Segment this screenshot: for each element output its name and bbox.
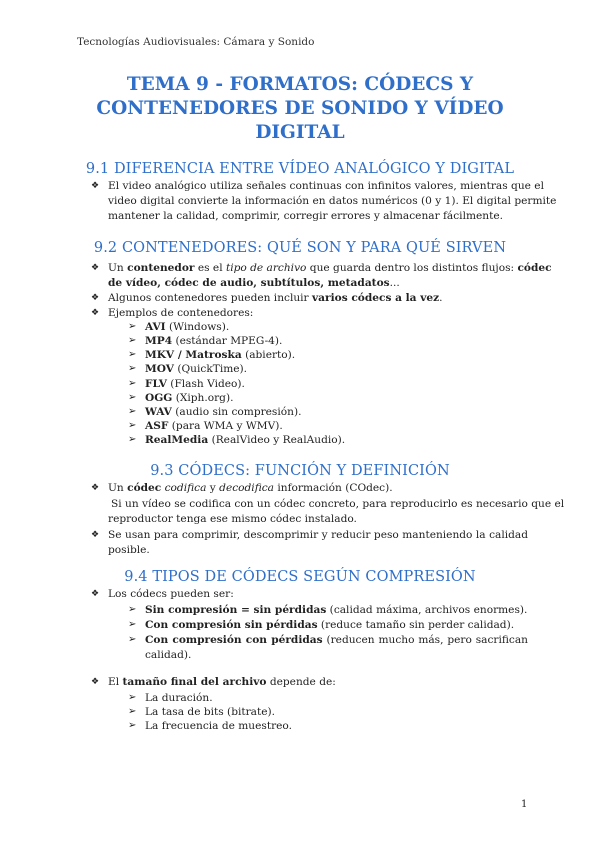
arrow-bullet-icon: ➢	[128, 406, 137, 417]
list-item: RealMedia (RealVideo y RealAudio).	[145, 434, 346, 446]
paragraph-line: Si un vídeo se codifica con un códec concreto, para reproducirlo es necesario que el	[111, 498, 565, 510]
list-item: La duración.	[145, 692, 213, 704]
list-item: MP4 (estándar MPEG-4).	[145, 335, 283, 347]
arrow-bullet-icon: ➢	[128, 392, 137, 403]
list-item: Con compresión sin pérdidas (reduce tamaño sin perder calidad).	[145, 619, 515, 631]
bullet-diamond-icon: ❖	[91, 677, 100, 687]
section-heading-9-3: 9.3 CÓDECS: FUNCIÓN Y DEFINICIÓN	[150, 463, 450, 479]
list-item: AVI (Windows).	[145, 321, 230, 333]
running-header: Tecnologías Audiovisuales: Cámara y Sonido	[77, 36, 315, 48]
list-item: Con compresión con pérdidas (reducen mucho más, pero sacrifican	[145, 634, 528, 646]
arrow-bullet-icon: ➢	[128, 634, 137, 645]
list-item: WAV (audio sin compresión).	[145, 406, 302, 418]
arrow-bullet-icon: ➢	[128, 378, 137, 389]
list-item: MOV (QuickTime).	[145, 363, 248, 375]
list-item: La frecuencia de muestreo.	[145, 720, 292, 732]
list-item: La tasa de bits (bitrate).	[145, 706, 276, 718]
list-item: OGG (Xiph.org).	[145, 392, 234, 404]
arrow-bullet-icon: ➢	[128, 720, 137, 731]
list-item: Un códec codifica y decodifica información (COdec).	[108, 482, 393, 494]
arrow-bullet-icon: ➢	[128, 604, 137, 615]
bullet-diamond-icon: ❖	[91, 308, 100, 318]
bullet-diamond-icon: ❖	[91, 483, 100, 493]
bullet-diamond-icon: ❖	[91, 263, 100, 273]
page-number: 1	[521, 799, 528, 810]
arrow-bullet-icon: ➢	[128, 434, 137, 445]
paragraph-line: El video analógico utiliza señales continuas con infinitos valores, mientras que el	[108, 180, 544, 192]
arrow-bullet-icon: ➢	[128, 349, 137, 360]
list-item: El tamaño final del archivo depende de:	[108, 676, 336, 688]
arrow-bullet-icon: ➢	[128, 692, 137, 703]
title-line: TEMA 9 - FORMATOS: CÓDECS Y	[126, 74, 474, 95]
list-item: Se usan para comprimir, descomprimir y reducir peso manteniendo la calidad	[108, 529, 528, 541]
list-item: Ejemplos de contenedores:	[108, 307, 254, 319]
paragraph-line: mantener la calidad, comprimir, corregir errores y almacenar fácilmente.	[108, 210, 503, 222]
bullet-diamond-icon: ❖	[91, 589, 100, 599]
section-heading-9-1: 9.1 DIFERENCIA ENTRE VÍDEO ANALÓGICO Y DIGITAL	[85, 161, 515, 177]
title-line: CONTENEDORES DE SONIDO Y VÍDEO	[96, 98, 504, 119]
list-item-continuation: de vídeo, códec de audio, subtítulos, metadatos...	[108, 277, 400, 289]
list-item: ASF (para WMA y WMV).	[145, 420, 283, 432]
list-item: MKV / Matroska (abierto).	[145, 349, 296, 361]
bullet-diamond-icon: ❖	[91, 181, 100, 191]
bullet-diamond-icon: ❖	[91, 293, 100, 303]
section-heading-9-4: 9.4 TIPOS DE CÓDECS SEGÚN COMPRESIÓN	[124, 569, 476, 585]
list-item: Los códecs pueden ser:	[108, 588, 234, 600]
arrow-bullet-icon: ➢	[128, 706, 137, 717]
bullet-diamond-icon: ❖	[91, 530, 100, 540]
paragraph-line: reproductor tenga ese mismo códec instalado.	[108, 513, 357, 525]
arrow-bullet-icon: ➢	[128, 363, 137, 374]
list-item: FLV (Flash Video).	[145, 378, 245, 390]
section-heading-9-2: 9.2 CONTENEDORES: QUÉ SON Y PARA QUÉ SIRVEN	[93, 240, 507, 256]
list-item: Sin compresión = sin pérdidas (calidad máxima, archivos enormes).	[145, 604, 528, 616]
page-title	[70, 73, 530, 145]
arrow-bullet-icon: ➢	[128, 420, 137, 431]
paragraph-line: video digital convierte la información en datos numéricos (0 y 1). El digital permite	[108, 195, 557, 207]
arrow-bullet-icon: ➢	[128, 619, 137, 630]
list-item-continuation: calidad).	[145, 649, 192, 661]
paragraph-line: posible.	[108, 544, 150, 556]
arrow-bullet-icon: ➢	[128, 321, 137, 332]
title-line: DIGITAL	[255, 122, 345, 143]
arrow-bullet-icon: ➢	[128, 335, 137, 346]
list-item: Un contenedor es el tipo de archivo que guarda dentro los distintos flujos: códec	[108, 262, 552, 274]
list-item: Algunos contenedores pueden incluir varios códecs a la vez.	[108, 292, 443, 304]
